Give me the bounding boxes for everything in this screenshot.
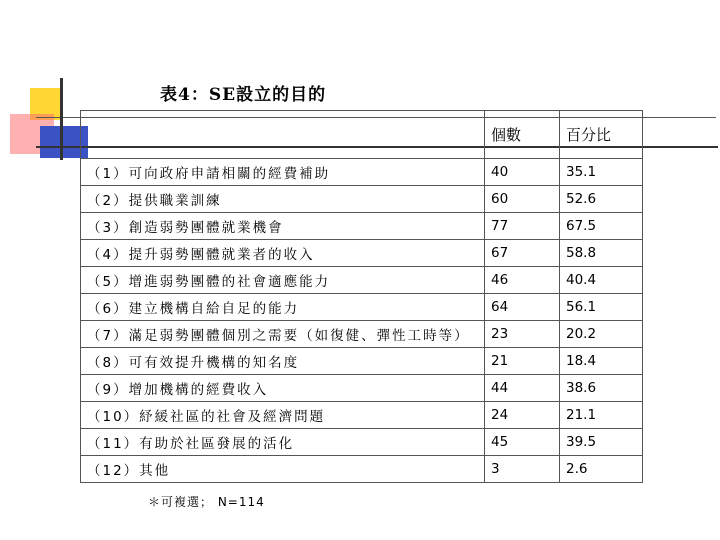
item-cell: （5）增進弱勢團體的社會適應能力 xyxy=(81,267,485,294)
item-cell: （12）其他 xyxy=(81,456,485,483)
percent-cell: 20.2 xyxy=(560,321,643,348)
table-row xyxy=(81,267,643,294)
percent-cell: 52.6 xyxy=(560,186,643,213)
table-header-row xyxy=(81,111,643,159)
purpose-table xyxy=(80,110,643,483)
table-row xyxy=(81,456,643,483)
item-cell: （2）提供職業訓練 xyxy=(81,186,485,213)
table-row xyxy=(81,348,643,375)
page-title: 表4：SE設立的目的 xyxy=(160,85,327,105)
footnote: ＊可複選； N=114 xyxy=(148,495,265,509)
count-cell: 40 xyxy=(485,159,560,186)
table-row xyxy=(81,213,643,240)
header-count: 個數 xyxy=(485,111,560,159)
count-cell: 3 xyxy=(485,456,560,483)
percent-cell: 58.8 xyxy=(560,240,643,267)
count-cell: 21 xyxy=(485,348,560,375)
percent-cell: 40.4 xyxy=(560,267,643,294)
header-percent: 百分比 xyxy=(560,111,643,159)
table-row xyxy=(81,429,643,456)
percent-cell: 2.6 xyxy=(560,456,643,483)
percent-cell: 67.5 xyxy=(560,213,643,240)
percent-cell: 18.4 xyxy=(560,348,643,375)
count-cell: 67 xyxy=(485,240,560,267)
percent-cell: 56.1 xyxy=(560,294,643,321)
percent-cell: 38.6 xyxy=(560,375,643,402)
count-cell: 64 xyxy=(485,294,560,321)
count-cell: 45 xyxy=(485,429,560,456)
count-cell: 23 xyxy=(485,321,560,348)
count-cell: 24 xyxy=(485,402,560,429)
header-item xyxy=(81,111,485,159)
table-row xyxy=(81,159,643,186)
count-cell: 46 xyxy=(485,267,560,294)
item-cell: （3）創造弱勢團體就業機會 xyxy=(81,213,485,240)
item-cell: （10）紓緩社區的社會及經濟問題 xyxy=(81,402,485,429)
item-cell: （7）滿足弱勢團體個別之需要（如復健、彈性工時等） xyxy=(81,321,485,348)
count-cell: 77 xyxy=(485,213,560,240)
table-row xyxy=(81,375,643,402)
table-row xyxy=(81,402,643,429)
percent-cell: 21.1 xyxy=(560,402,643,429)
item-cell: （1）可向政府申請相關的經費補助 xyxy=(81,159,485,186)
percent-cell: 39.5 xyxy=(560,429,643,456)
table-row xyxy=(81,321,643,348)
item-cell: （6）建立機構自給自足的能力 xyxy=(81,294,485,321)
table-row xyxy=(81,186,643,213)
item-cell: （11）有助於社區發展的活化 xyxy=(81,429,485,456)
percent-cell: 35.1 xyxy=(560,159,643,186)
item-cell: （4）提升弱勢團體就業者的收入 xyxy=(81,240,485,267)
item-cell: （8）可有效提升機構的知名度 xyxy=(81,348,485,375)
count-cell: 44 xyxy=(485,375,560,402)
table-row xyxy=(81,240,643,267)
table-row xyxy=(81,294,643,321)
item-cell: （9）增加機構的經費收入 xyxy=(81,375,485,402)
count-cell: 60 xyxy=(485,186,560,213)
